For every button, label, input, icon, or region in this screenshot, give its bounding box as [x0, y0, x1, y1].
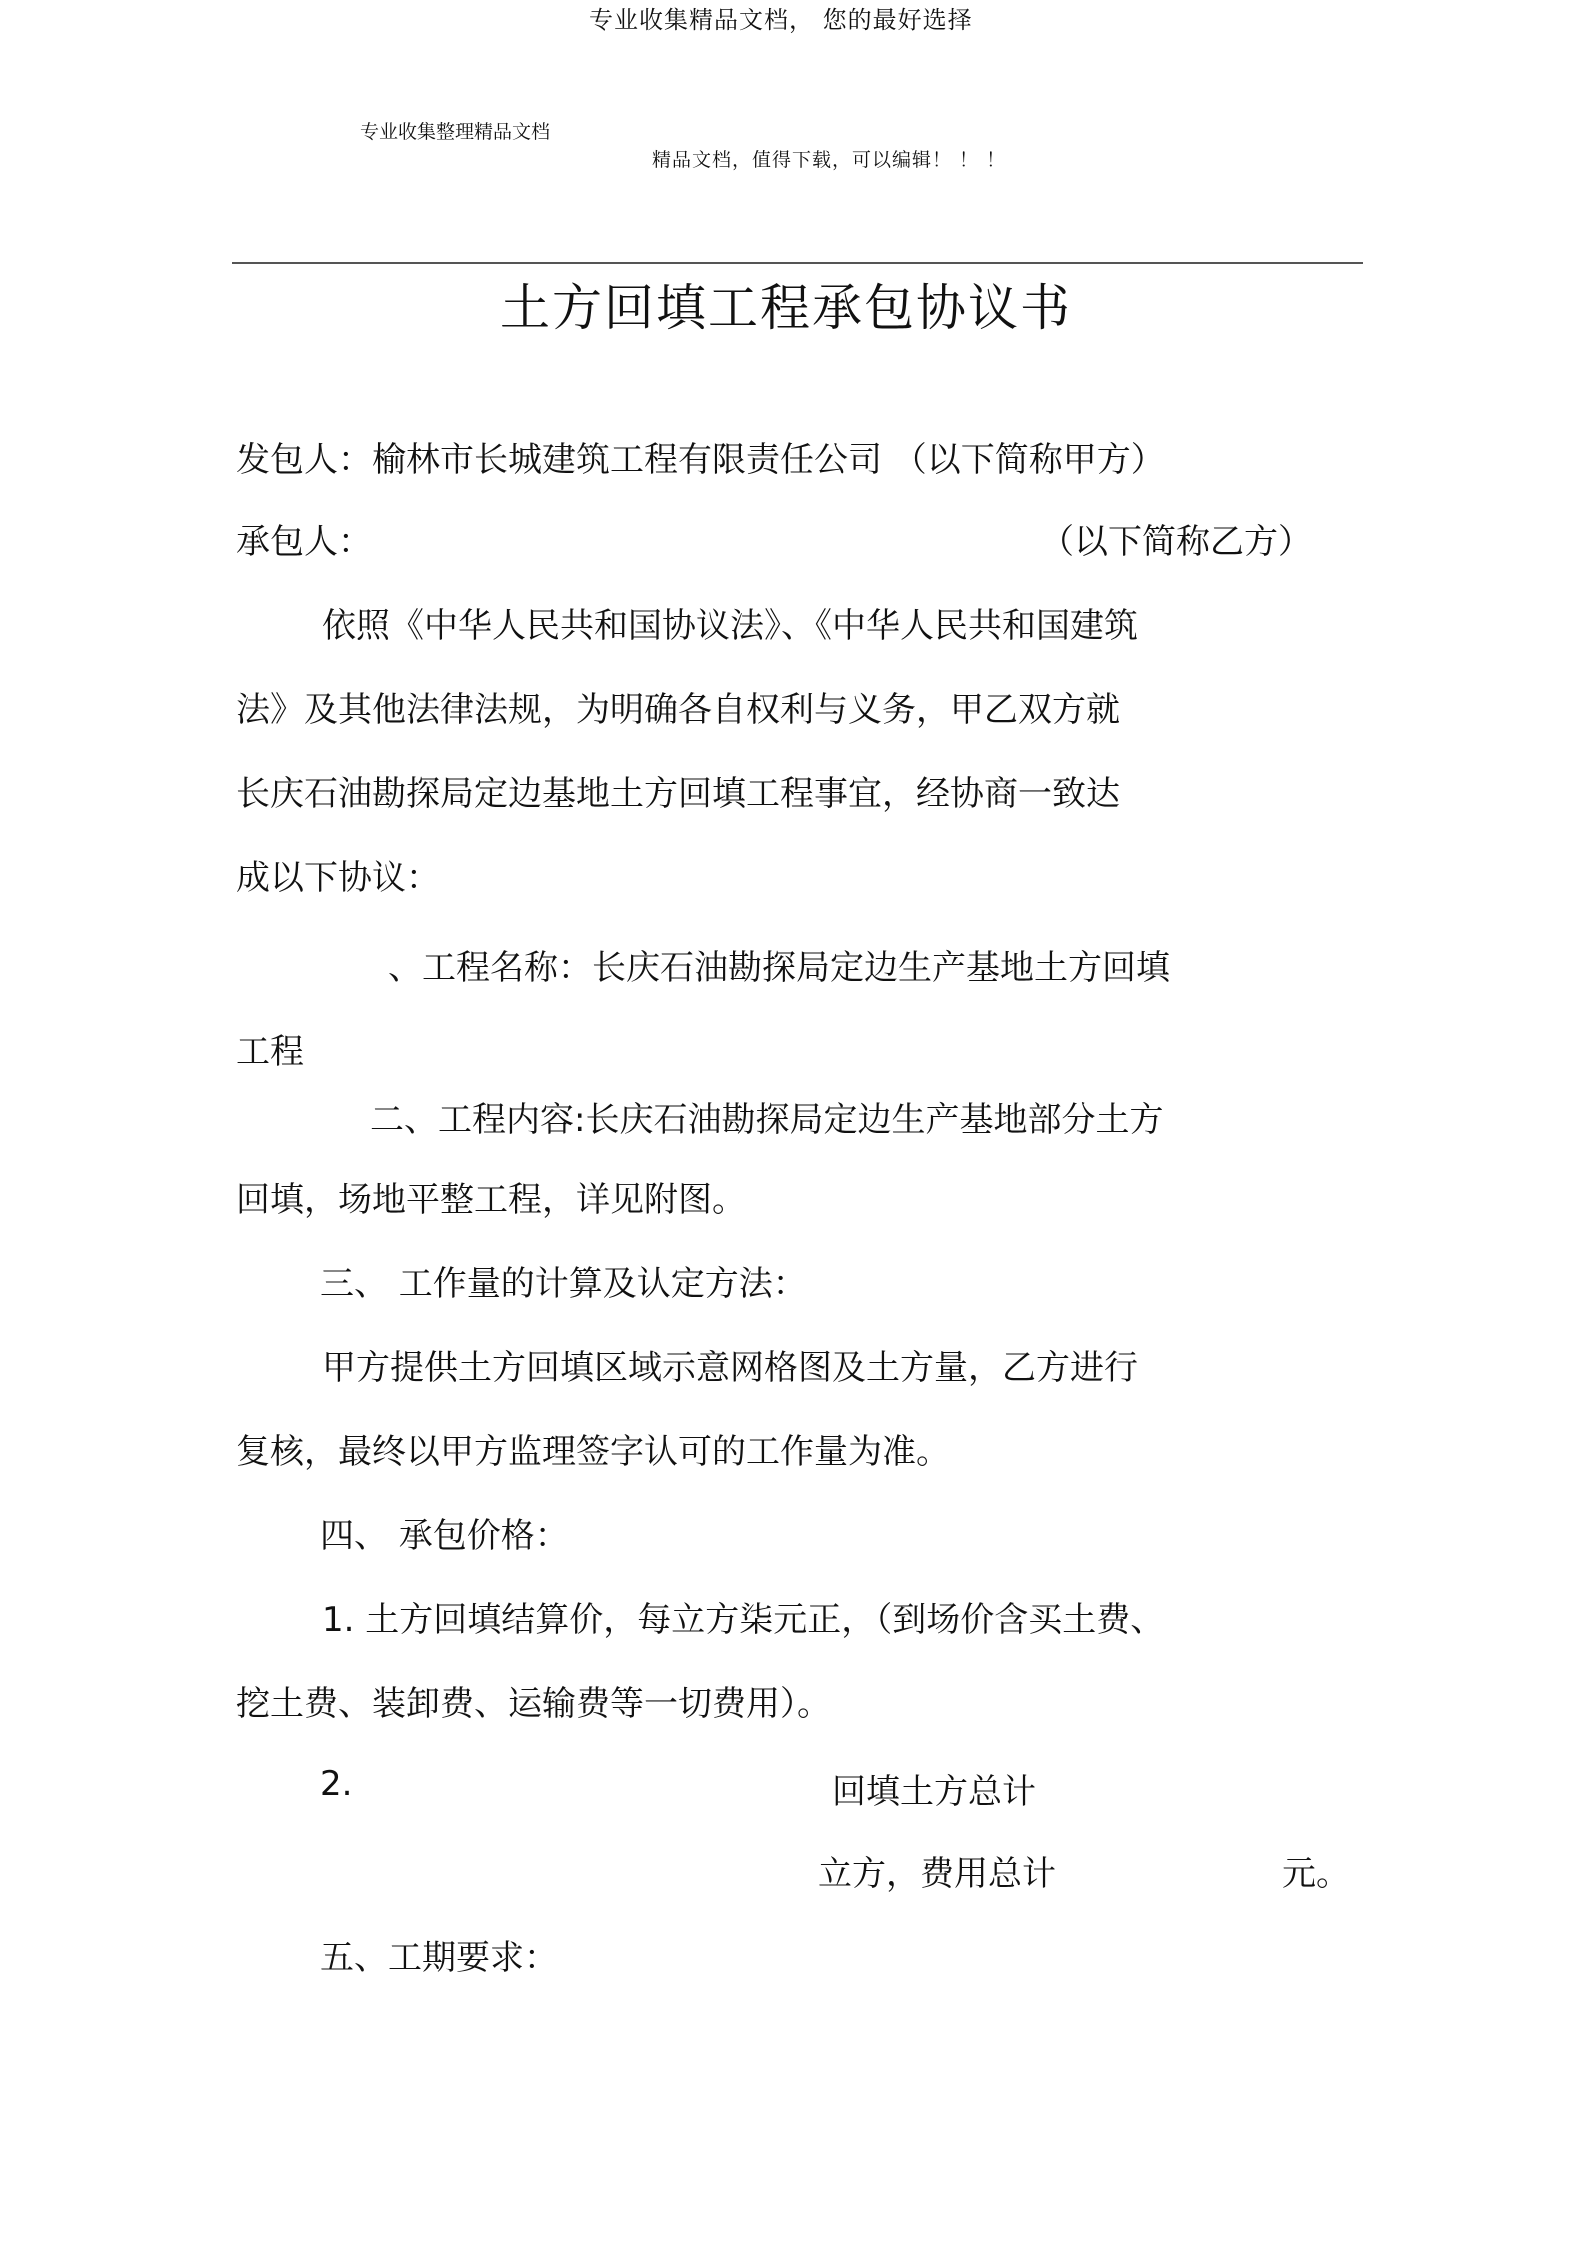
backfill-total-label: 回填土方总计 — [832, 1772, 1036, 1812]
section-4-heading: 四、 承包价格： — [320, 1516, 569, 1556]
section-3-heading: 三、 工作量的计算及认定方法： — [320, 1264, 807, 1304]
cost-total-label: 立方，费用总计 — [818, 1854, 1056, 1894]
paragraph-line: 成以下协议： — [236, 858, 440, 898]
header-left-tag: 专业收集整理精品文档 — [360, 121, 551, 143]
paragraph-line: 法》及其他法律法规，为明确各自权利与义务，甲乙双方就 — [236, 690, 1120, 730]
paragraph-line: 复核，最终以甲方监理签字认可的工作量为准。 — [236, 1432, 950, 1472]
price-item-1: 1. 土方回填结算价，每立方柒元正，（到场价含买土费、 — [322, 1600, 1165, 1640]
section-5-heading: 五、工期要求： — [320, 1938, 558, 1978]
header-sub-tag: 精品文档，值得下载，可以编辑！ ！ ！ — [652, 149, 1007, 171]
section-2-heading: 二、工程内容:长庆石油勘探局定边生产基地部分土方 — [370, 1100, 1164, 1140]
paragraph-line: 甲方提供土方回填区域示意网格图及土方量，乙方进行 — [322, 1348, 1138, 1388]
section-1-continuation: 工程 — [236, 1032, 304, 1072]
currency-unit: 元。 — [1282, 1854, 1350, 1894]
contractor-alias: （以下简称乙方） — [1040, 522, 1312, 562]
header-divider — [232, 262, 1363, 264]
employer-line: 发包人：榆林市长城建筑工程有限责任公司 （以下简称甲方） — [236, 440, 1165, 480]
paragraph-line: 依照《中华人民共和国协议法》、《中华人民共和国建筑 — [322, 606, 1138, 646]
section-1-heading: 、工程名称：长庆石油勘探局定边生产基地土方回填 — [388, 948, 1170, 988]
price-item-1-continuation: 挖土费、装卸费、运输费等一切费用）。 — [236, 1684, 831, 1724]
contractor-label: 承包人： — [236, 522, 372, 562]
paragraph-line: 长庆石油勘探局定边基地土方回填工程事宜，经协商一致达 — [236, 774, 1120, 814]
price-item-2-number: 2. — [320, 1764, 353, 1804]
section-2-continuation: 回填，场地平整工程，详见附图。 — [236, 1180, 746, 1220]
header-banner: 专业收集精品文档， 您的最好选择 — [589, 6, 973, 34]
document-title: 土方回填工程承包协议书 — [500, 279, 1072, 337]
